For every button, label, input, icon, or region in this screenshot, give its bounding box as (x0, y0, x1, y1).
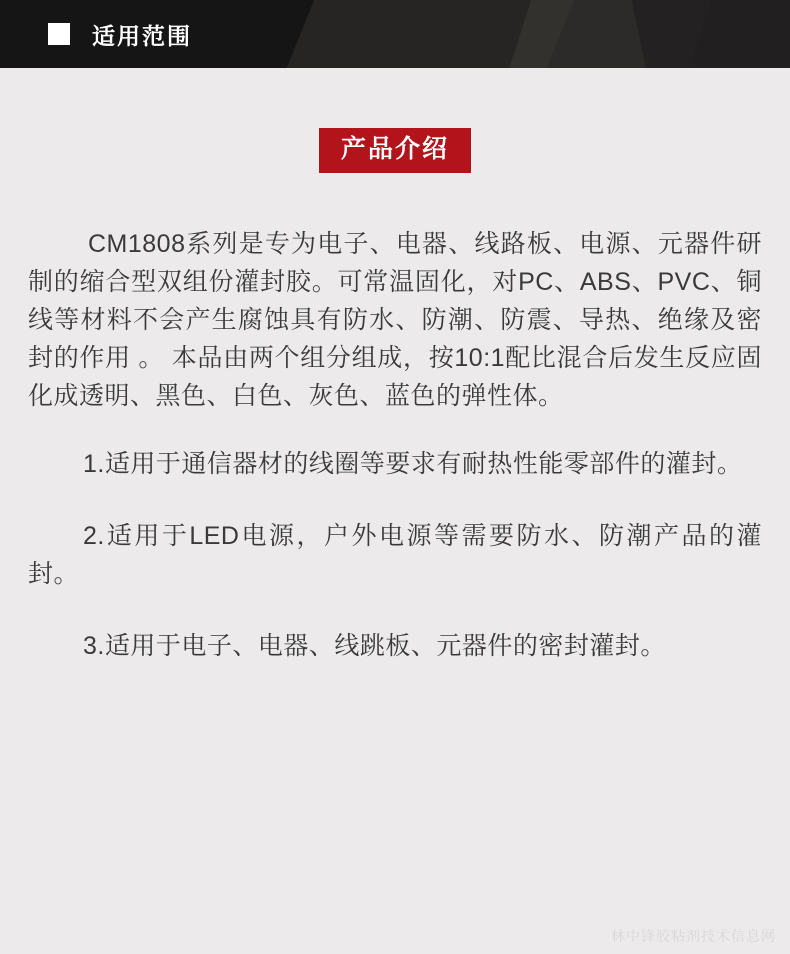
paragraph-intro: CM1808系列是专为电子、电器、线路板、电源、元器件研制的缩合型双组份灌封胶。可常温固化，对PC、ABS、PVC、铜线等材料不会产生腐蚀具有防水、防潮、防震、导热、绝缘及密封的作用 。 本品由两个组分组成，按10:1配比混合后发生反应固化成透明、黑色、白色、灰色、蓝色的弹性体。 (28, 230, 762, 410)
square-icon (48, 23, 70, 45)
header-content (0, 0, 790, 68)
section-tag-container (0, 128, 790, 173)
paragraph-item-2: 2.适用于LED电源，户外电源等需要防水、防潮产品的灌封。 (28, 522, 762, 588)
body-text (28, 173, 762, 665)
watermark: 林中锋胶粘剂技术信息网 (611, 928, 776, 944)
paragraph-item-1: 1.适用于通信器材的线圈等要求有耐热性能零部件的灌封。 (83, 450, 743, 478)
page-title: 适用范围 (92, 22, 192, 49)
paragraph-item-3: 3.适用于电子、电器、线跳板、元器件的密封灌封。 (83, 632, 666, 660)
section-tag-label: 产品介绍 (319, 128, 471, 173)
document-body (0, 68, 790, 665)
page-header (0, 0, 790, 68)
